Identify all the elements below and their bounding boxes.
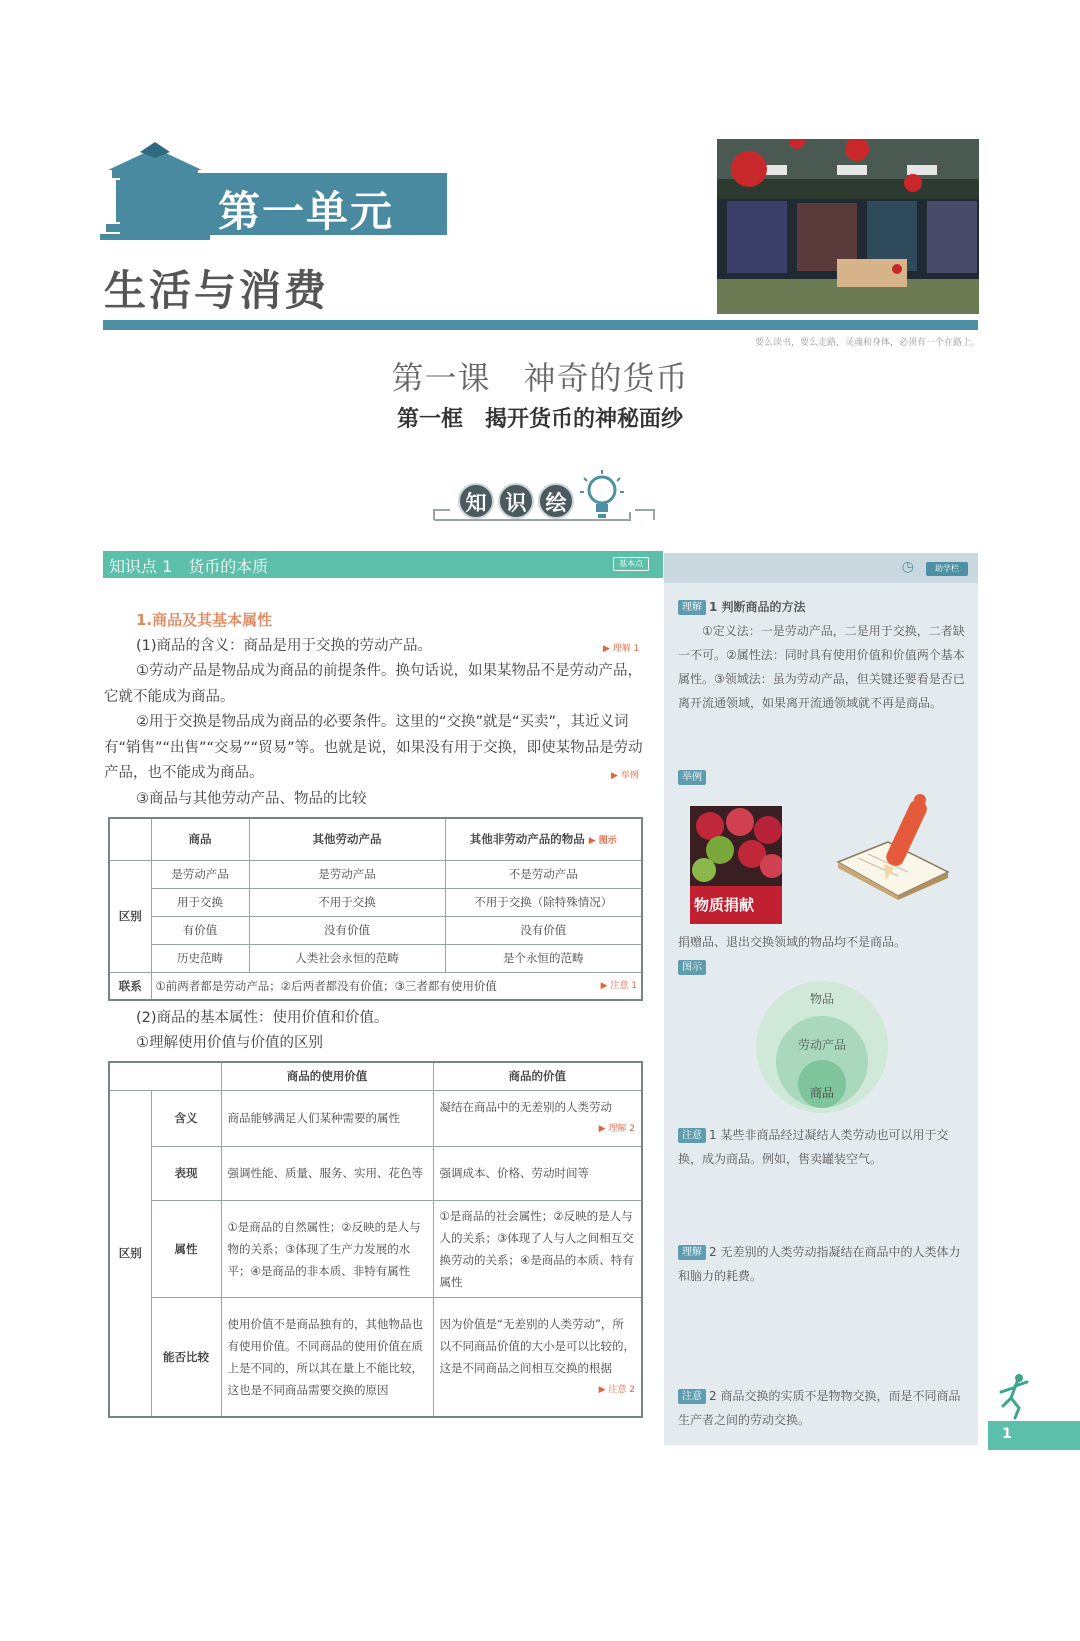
school-building-icon xyxy=(100,140,210,240)
table1-cell: 有价值 xyxy=(151,916,249,944)
table1-cell: 是劳动产品 xyxy=(151,860,249,888)
table1-cell: 不是劳动产品 xyxy=(445,860,642,888)
table1-cell: 是个永恒的范畴 xyxy=(445,944,642,972)
note-1-text: ①定义法：一是劳动产品，二是用于交换，二者缺一不可。②属性法：同时具有使用价值和价值两个基本属性。③领域法：虽为劳动产品，但关键还要看是否已离开流通领域，如果离开流通领域就不再是商品。 xyxy=(678,624,965,710)
donation-photo xyxy=(690,806,782,924)
knowledge-char-2: 识 xyxy=(498,483,534,519)
table1-link-label: 联系 xyxy=(109,972,151,1000)
note-tag: 理解 xyxy=(678,600,706,615)
table1-group-label: 区别 xyxy=(109,860,151,972)
table1-cell: 不用于交换（除特殊情况） xyxy=(445,888,642,916)
header-divider xyxy=(103,320,978,330)
paragraph-2: ①劳动产品是物品成为商品的前提条件。换句话说，如果某物品不是劳动产品，它就不能成为商品。 xyxy=(104,663,642,705)
sidebar-example-label xyxy=(678,765,709,789)
knowledge-point-bar xyxy=(103,551,663,578)
note-2-text: 1 某些非商品经过凝结人类劳动也可以用于交换，成为商品。例如，售卖罐装空气。 xyxy=(678,1128,949,1166)
sidebar-diagram-label xyxy=(678,955,709,979)
marker-example[interactable]: ▶ 举例 xyxy=(611,771,639,781)
table1-header-non-labor-text: 其他非劳动产品的物品 xyxy=(469,832,585,847)
table1-link-text: ①前两者都是劳动产品；②后两者都没有价值；③三者都有使用价值 xyxy=(155,978,497,993)
sidebar-note-1 xyxy=(678,595,968,715)
table2-cell: 强调成本、价格、劳动时间等 xyxy=(433,1146,642,1200)
unit-label: 第一单元 xyxy=(218,187,395,236)
table1-cell: 人类社会永恒的范畴 xyxy=(249,944,445,972)
table2-cell: 商品能够满足人们某种需要的属性 xyxy=(221,1090,433,1146)
marker-note-2[interactable]: ▶ 注意 2 xyxy=(598,1384,635,1395)
pen-book-illustration xyxy=(828,792,958,902)
marker-note-1[interactable]: ▶ 注意 1 xyxy=(600,980,637,991)
note-4-text: 2 商品交换的实质不是物物交换，而是不同商品生产者之间的劳动交换。 xyxy=(678,1389,961,1427)
table2-cell xyxy=(433,1297,642,1417)
table2-cell xyxy=(433,1090,642,1146)
paragraph-1-text: (1)商品的含义：商品是用于交换的劳动产品。 xyxy=(136,638,433,654)
marker-diagram[interactable]: ▶ 图示 xyxy=(588,836,617,847)
table1-corner xyxy=(109,818,151,860)
note-3-text: 2 无差别的人类劳动指凝结在商品中的人类体力和脑力的耗费。 xyxy=(678,1245,961,1283)
paragraph-3: ②用于交换是物品成为商品的必要条件。这里的“交换”就是“买卖”，其近义词有“销售”“出售”“交易”“贸易”等。也就是说，如果没有用于交换，即使某物品是劳动产品，也不能成为商品。 xyxy=(104,714,643,781)
table2-row-label: 含义 xyxy=(151,1090,221,1146)
sidebar-header-tag: 助学栏 xyxy=(926,562,968,576)
table2-header-use-value: 商品的使用价值 xyxy=(221,1062,433,1090)
table2-cell: ①是商品的社会属性；②反映的是人与人的关系；③体现了人与人之间相互交换劳动的关系；④是商品的本质、特有属性 xyxy=(433,1200,642,1297)
table1-cell: 历史范畴 xyxy=(151,944,249,972)
table2-cell: ①是商品的自然属性；②反映的是人与物的关系；③体现了生产力发展的水平；④是商品的非本质、非特有属性 xyxy=(221,1200,433,1297)
table2-cell-text: 凝结在商品中的无差别的人类劳动 xyxy=(439,1100,612,1114)
circle-inner-label: 商品 xyxy=(809,1086,834,1100)
table2-corner xyxy=(109,1062,221,1090)
table1-cell: 是劳动产品 xyxy=(249,860,445,888)
sidebar-note-4 xyxy=(678,1384,968,1432)
marker-understand-1[interactable]: ▶ 理解 1 xyxy=(603,644,640,654)
diagram-tag: 图示 xyxy=(678,960,706,975)
table2-row-label: 表现 xyxy=(151,1146,221,1200)
page-number: 1 xyxy=(1002,1426,1012,1442)
header-quote: 要么读书，要么走路，灵魂和身体，必须有一个在路上。 xyxy=(754,338,980,348)
value-table xyxy=(108,1061,643,1418)
table2-header-value: 商品的价值 xyxy=(433,1062,642,1090)
table1-header-goods: 商品 xyxy=(151,818,249,860)
table1-cell: 没有价值 xyxy=(445,916,642,944)
runner-figure-icon xyxy=(993,1372,1033,1420)
circle-mid-label: 劳动产品 xyxy=(797,1038,846,1052)
sidebar-header xyxy=(664,553,978,583)
table2-cell-text: 因为价值是“无差别的人类劳动”，所以不同商品价值的大小是可以比较的，这是不同商品之间相互交换的根据 xyxy=(439,1316,635,1375)
note-tag: 理解 xyxy=(678,1245,706,1260)
table2-cell: 强调性能、质量、服务、实用、花色等 xyxy=(221,1146,433,1200)
bookstore-photo xyxy=(717,139,979,314)
lightbulb-icon xyxy=(580,470,624,526)
table1-cell: 用于交换 xyxy=(151,888,249,916)
page-number-bar xyxy=(988,1421,1080,1450)
paragraph-1 xyxy=(136,634,651,660)
table2-row-label: 属性 xyxy=(151,1200,221,1297)
unit-title: 生活与消费 xyxy=(104,266,330,315)
paragraph-4: ③商品与其他劳动产品、物品的比较 xyxy=(136,791,367,807)
table1-cell: 不用于交换 xyxy=(249,888,445,916)
stopwatch-icon: ◷ xyxy=(901,559,914,575)
comparison-table xyxy=(108,817,643,1001)
table1-link-cell xyxy=(151,972,642,1000)
table1-cell: 没有价值 xyxy=(249,916,445,944)
subtitle: 1.商品及其基本属性 xyxy=(136,611,273,629)
table1-header-other-labor: 其他劳动产品 xyxy=(249,818,445,860)
table2-cell: 使用价值不是商品独有的，其他物品也有使用价值。不同商品的使用价值在质上是不同的，所以其在量上不能比较，这也是不同商品需要交换的原因 xyxy=(221,1297,433,1417)
lesson-title: 第一课 神奇的货币 xyxy=(391,359,689,397)
knowledge-point-label: 知识点 1 货币的本质 xyxy=(109,557,269,576)
paragraph-5: (2)商品的基本属性：使用价值和价值。 xyxy=(136,1010,389,1026)
section-title: 第一框 揭开货币的神秘面纱 xyxy=(396,407,683,432)
table2-row-label: 能否比较 xyxy=(151,1297,221,1417)
sidebar-note-2 xyxy=(678,1123,968,1171)
note-1-title: 1 判断商品的方法 xyxy=(709,600,806,614)
example-caption: 捐赠品、退出交换领域的物品均不是商品。 xyxy=(678,935,907,949)
table2-group-label: 区别 xyxy=(109,1090,151,1417)
knowledge-char-3: 绘 xyxy=(538,483,574,519)
sidebar-note-3 xyxy=(678,1240,968,1288)
circle-outer-label: 物品 xyxy=(809,992,834,1006)
note-tag: 注意 xyxy=(678,1389,706,1404)
knowledge-point-tag: 基本点 xyxy=(613,557,649,571)
example-tag: 举例 xyxy=(678,770,706,785)
marker-understand-2[interactable]: ▶ 理解 2 xyxy=(598,1124,635,1134)
donation-photo-caption: 物质捐献 xyxy=(694,896,755,914)
paragraph-6: ①理解使用价值与价值的区别 xyxy=(136,1035,323,1051)
knowledge-badge xyxy=(430,470,660,530)
knowledge-char-1: 知 xyxy=(458,483,494,519)
note-tag: 注意 xyxy=(678,1128,706,1143)
table1-header-non-labor xyxy=(445,818,642,860)
